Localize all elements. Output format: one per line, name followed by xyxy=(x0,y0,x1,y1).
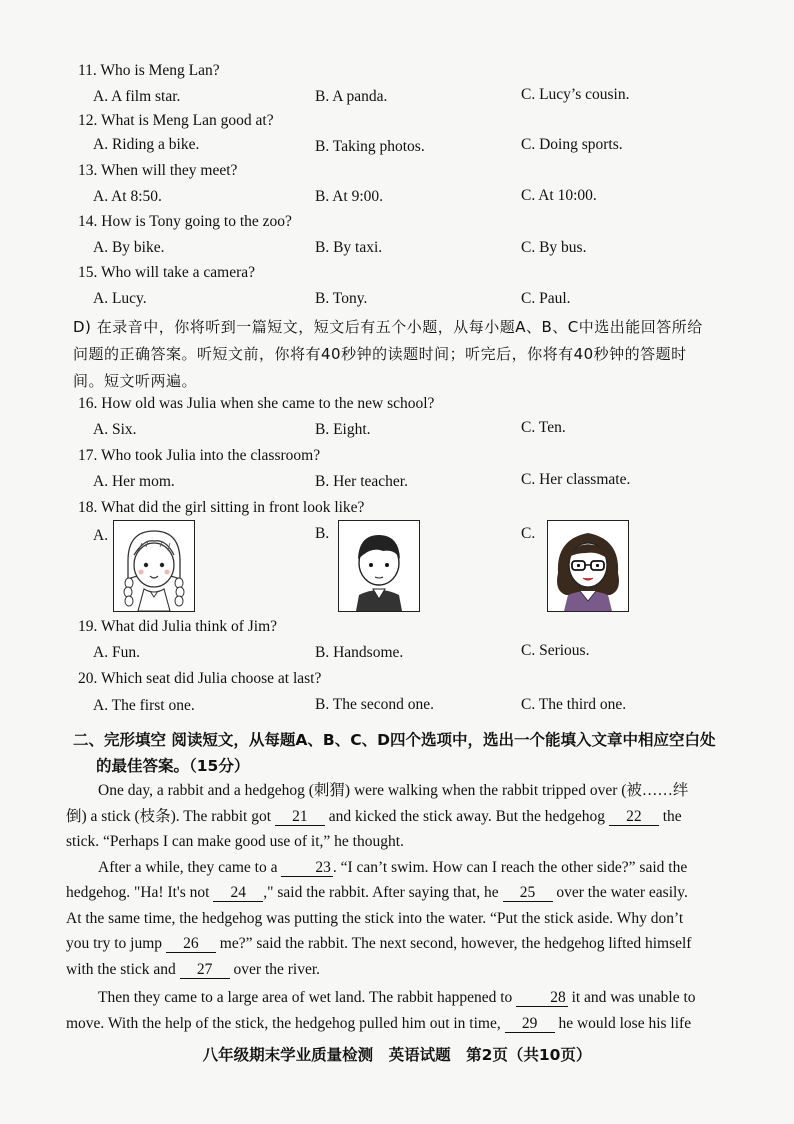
option-b[interactable]: B. xyxy=(315,525,330,542)
option-b[interactable]: B. By taxi. xyxy=(315,239,383,256)
question-text: Which seat did Julia choose at last? xyxy=(100,670,322,687)
option-a[interactable]: A. Riding a bike. xyxy=(93,136,200,153)
question-text: Who took Julia into the classroom? xyxy=(100,447,321,464)
option-b[interactable]: B. Tony. xyxy=(315,290,368,307)
blank-25[interactable]: 25 xyxy=(503,885,553,902)
option-c[interactable]: C. At 10:00. xyxy=(521,187,597,204)
passage-line: hedgehog. "Ha! It's not 24 ," said the rabbit. After saying that, he 25 over the water easily. xyxy=(66,884,688,901)
cloze-section-heading: 二、完形填空 阅读短文，从每题A、B、C、D四个选项中，选出一个能填入文章中相应空白处 的最佳答案。（15分） xyxy=(73,731,716,775)
question-number: 11. xyxy=(78,62,97,79)
option-b[interactable]: B. Her teacher. xyxy=(315,473,408,490)
option-a[interactable]: A. A film star. xyxy=(93,88,181,105)
option-b[interactable]: B. Eight. xyxy=(315,421,371,438)
passage-line: Then they came to a large area of wet land. The rabbit happened to 28 it and was unable to xyxy=(98,989,696,1006)
cloze-passage xyxy=(66,778,756,1036)
option-b[interactable]: B. The second one. xyxy=(315,696,434,713)
question-number: 14. xyxy=(78,213,98,230)
blank-24[interactable]: 24 xyxy=(213,885,263,902)
page-footer: 八年级期末学业质量检测 英语试题 第2页（共10页） xyxy=(202,1046,592,1064)
option-c[interactable]: C. Lucy’s cousin. xyxy=(521,86,630,103)
option-a[interactable]: A. By bike. xyxy=(93,239,165,256)
question-number: 16. xyxy=(78,395,98,412)
option-a[interactable]: A. The first one. xyxy=(93,697,195,714)
question-number: 17. xyxy=(78,447,98,464)
option-b[interactable]: B. A panda. xyxy=(315,88,388,105)
question-text: How old was Julia when she came to the new school? xyxy=(101,395,435,412)
girl-braids-illustration xyxy=(114,521,194,611)
question-number: 19. xyxy=(78,618,98,635)
passage-line: stick. “Perhaps I can make good use of it,” he thought. xyxy=(66,833,404,850)
question-number: 20. xyxy=(78,670,98,687)
blank-21[interactable]: 21 xyxy=(275,809,325,826)
option-a[interactable]: A. Lucy. xyxy=(93,290,147,307)
blank-26[interactable]: 26 xyxy=(166,936,216,953)
question-number: 18. xyxy=(78,499,98,516)
section-d-instructions: D) 在录音中，你将听到一篇短文，短文后有五个小题，从每小题A、B、C中选出能回答所给 问题的正确答案。听短文前，你将有40秒钟的读题时间；听完后，你将有40秒钟的答题时 间。短文听两遍。 xyxy=(73,318,703,390)
option-c[interactable]: C. By bus. xyxy=(521,239,587,256)
blank-28[interactable]: 28 xyxy=(516,990,568,1007)
question-text: When will they meet? xyxy=(100,162,238,179)
passage-line: 倒) a stick (枝条). The rabbit got 21 and kicked the stick away. But the hedgehog 22 the xyxy=(66,807,682,825)
passage-line: with the stick and 27 over the river. xyxy=(66,960,321,978)
option-c[interactable]: C. xyxy=(521,525,536,542)
question-text: What did the girl sitting in front look like? xyxy=(100,499,365,516)
question-number: 13. xyxy=(78,162,98,179)
question-text: What is Meng Lan good at? xyxy=(100,112,274,129)
question-text: What did Julia think of Jim? xyxy=(100,618,278,635)
passage-line: At the same time, the hedgehog was putting the stick into the water. “Put the stick aside. Why don’t xyxy=(66,909,684,927)
option-a[interactable]: A. Fun. xyxy=(93,644,140,661)
passage-line: you try to jump 26 me?” said the rabbit. The next second, however, the hedgehog lifted himself xyxy=(66,935,692,952)
blank-27[interactable]: 27 xyxy=(180,962,230,979)
question-text: Who will take a camera? xyxy=(100,264,256,281)
option-c[interactable]: C. The third one. xyxy=(521,696,627,713)
section-d-label: D) xyxy=(73,318,92,336)
option-c[interactable]: C. Her classmate. xyxy=(521,471,631,488)
boy-short-hair-illustration xyxy=(339,521,419,611)
girl-glasses-illustration xyxy=(548,521,628,611)
question-number: 15. xyxy=(78,264,98,281)
option-a[interactable]: A. Six. xyxy=(93,421,137,438)
blank-23[interactable]: 23 xyxy=(281,860,333,877)
option-a[interactable]: A. At 8:50. xyxy=(93,188,162,205)
option-a[interactable]: A. Her mom. xyxy=(93,473,175,490)
question-number: 12. xyxy=(78,112,98,129)
option-c[interactable]: C. Doing sports. xyxy=(521,136,623,153)
option-b[interactable]: B. Handsome. xyxy=(315,644,404,661)
passage-line: After a while, they came to a 23 . “I can’t swim. How can I reach the other side?” said the xyxy=(98,858,688,876)
picture-c-girl-with-glasses[interactable] xyxy=(547,520,629,612)
passage-line: One day, a rabbit and a hedgehog (刺猬) were walking when the rabbit tripped over (被……绊 xyxy=(98,782,689,799)
picture-a-girl-with-braids[interactable] xyxy=(113,520,195,612)
option-c[interactable]: C. Paul. xyxy=(521,290,571,307)
option-b[interactable]: B. Taking photos. xyxy=(315,138,425,155)
question-text: Who is Meng Lan? xyxy=(100,62,220,79)
picture-b-boy-short-hair[interactable] xyxy=(338,520,420,612)
blank-29[interactable]: 29 xyxy=(505,1016,555,1033)
question-text: How is Tony going to the zoo? xyxy=(101,213,292,230)
option-b[interactable]: B. At 9:00. xyxy=(315,188,384,205)
blank-22[interactable]: 22 xyxy=(609,809,659,826)
option-c[interactable]: C. Serious. xyxy=(521,642,590,659)
option-a[interactable]: A. xyxy=(93,527,109,544)
option-c[interactable]: C. Ten. xyxy=(521,419,566,436)
passage-line: move. With the help of the stick, the hedgehog pulled him out in time, 29 he would lose his life xyxy=(66,1014,692,1032)
